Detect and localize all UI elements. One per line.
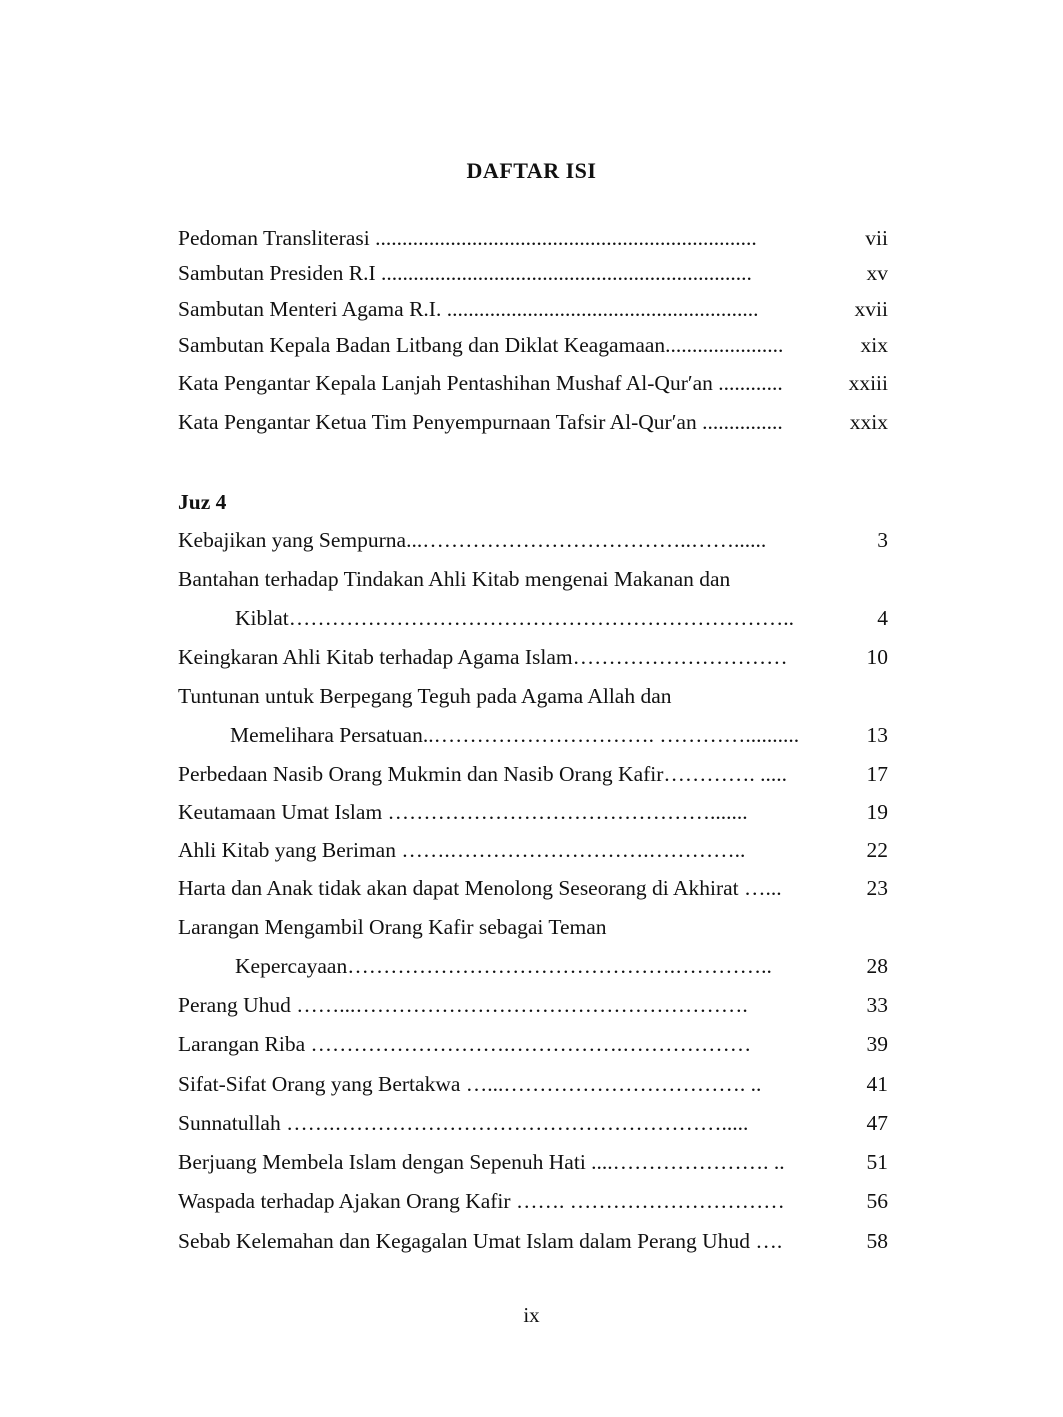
toc-entry-page: 19 xyxy=(866,800,888,824)
toc-entry-page: 33 xyxy=(866,993,888,1017)
toc-entry-page: 39 xyxy=(866,1032,888,1056)
toc-entry-title: Sambutan Menteri Agama R.I. .......................................................... xyxy=(178,297,759,321)
toc-entry-title: Sunnatullah …….………………………………………………..... xyxy=(178,1111,749,1135)
toc-entry-page: 41 xyxy=(866,1072,888,1096)
toc-entry-page: 28 xyxy=(866,954,888,978)
toc-entry-page: xvii xyxy=(854,297,888,321)
toc-entry-page: 47 xyxy=(866,1111,888,1135)
toc-entry-continuation xyxy=(178,721,888,749)
page-number: ix xyxy=(523,1303,540,1327)
toc-entry xyxy=(178,565,888,593)
toc-entry-page: 13 xyxy=(866,723,888,747)
toc-entry xyxy=(178,1109,888,1137)
toc-entry-page: vii xyxy=(865,226,888,250)
toc-entry xyxy=(178,836,888,864)
toc-entry-title: Berjuang Membela Islam dengan Sepenuh Hati ....…………………. .. xyxy=(178,1150,785,1174)
toc-entry xyxy=(178,874,888,902)
toc-entry xyxy=(178,224,888,252)
toc-entry xyxy=(178,798,888,826)
toc-entry-title: Sambutan Kepala Badan Litbang dan Diklat Keagamaan...................... xyxy=(178,333,784,357)
toc-entry-page: 17 xyxy=(866,762,888,786)
toc-entry-title: Keingkaran Ahli Kitab terhadap Agama Islam………………………… xyxy=(178,645,788,669)
toc-entry xyxy=(178,1148,888,1176)
toc-entry-continuation xyxy=(178,604,888,632)
toc-entry xyxy=(178,913,888,941)
toc-entry-title: Pedoman Transliterasi ....................................................................... xyxy=(178,226,757,250)
toc-entry-page: 10 xyxy=(866,645,888,669)
toc-entry-title: Ahli Kitab yang Beriman …….……………………….………….. xyxy=(178,838,746,862)
toc-entry-title-cont: Kepercayaan……………………………………….………….. xyxy=(235,954,772,978)
toc-entry-page: 58 xyxy=(866,1229,888,1253)
toc-entry-page: 22 xyxy=(866,838,888,862)
toc-entry-title-cont: Kiblat…………………………………………………………….. xyxy=(235,606,794,630)
toc-entry xyxy=(178,991,888,1019)
toc-entry-title: Keutamaan Umat Islam ………………………………………....... xyxy=(178,800,748,824)
toc-entry xyxy=(178,682,888,710)
toc-entry-title: Kata Pengantar Kepala Lanjah Pentashihan Mushaf Al-Qurʹan ............ xyxy=(178,371,783,395)
toc-entry xyxy=(178,1187,888,1215)
toc-entry-title: Perang Uhud ……...………………………………………………. xyxy=(178,993,748,1017)
toc-entry-page: 51 xyxy=(866,1150,888,1174)
toc-entry-page: xxix xyxy=(849,410,888,434)
toc-entry xyxy=(178,1030,888,1058)
toc-entry xyxy=(178,526,888,554)
toc-entry-page: 4 xyxy=(877,606,888,630)
toc-entry xyxy=(178,1070,888,1098)
toc-entry xyxy=(178,259,888,287)
toc-entry-page: xv xyxy=(866,261,888,285)
toc-entry-title: Larangan Mengambil Orang Kafir sebagai Teman xyxy=(178,915,607,939)
toc-entry-title: Kata Pengantar Ketua Tim Penyempurnaan Tafsir Al-Qurʹan ............... xyxy=(178,410,783,434)
toc-entry xyxy=(178,408,888,436)
toc-entry-page: xix xyxy=(860,333,888,357)
toc-entry-page: xxiii xyxy=(848,371,888,395)
toc-entry-title: Sifat-Sifat Orang yang Bertakwa …...……………………………. .. xyxy=(178,1072,762,1096)
page-title: DAFTAR ISI xyxy=(466,158,597,183)
toc-entry-title: Harta dan Anak tidak akan dapat Menolong Seseorang di Akhirat …... xyxy=(178,876,782,900)
toc-entry-page: 56 xyxy=(866,1189,888,1213)
toc-entry-page: 3 xyxy=(877,528,888,552)
toc-entry-continuation xyxy=(178,952,888,980)
toc-entry xyxy=(178,369,888,397)
toc-entry-title: Waspada terhadap Ajakan Orang Kafir ……. ………………………… xyxy=(178,1189,785,1213)
toc-entry-title: Sebab Kelemahan dan Kegagalan Umat Islam dalam Perang Uhud …. xyxy=(178,1229,783,1253)
toc-entry-page: 23 xyxy=(866,876,888,900)
toc-entry-title: Perbedaan Nasib Orang Mukmin dan Nasib Orang Kafir…………. ..... xyxy=(178,762,788,786)
toc-entry-title: Larangan Riba ……………………….…………….……………… xyxy=(178,1032,752,1056)
toc-entry xyxy=(178,331,888,359)
toc-entry-title: Kebajikan yang Sempurna...………………………………..……...... xyxy=(178,528,767,552)
section-heading: Juz 4 xyxy=(178,490,227,514)
toc-entry xyxy=(178,760,888,788)
toc-entry-title-cont: Memelihara Persatuan..…………………………. ………….......... xyxy=(230,723,800,747)
toc-entry xyxy=(178,295,888,323)
toc-entry-title: Sambutan Presiden R.I ..................................................................... xyxy=(178,261,752,285)
toc-entry-title: Bantahan terhadap Tindakan Ahli Kitab mengenai Makanan dan xyxy=(178,567,731,591)
toc-entry xyxy=(178,1227,888,1255)
toc-entry xyxy=(178,643,888,671)
toc-entry-title: Tuntunan untuk Berpegang Teguh pada Agama Allah dan xyxy=(178,684,672,708)
